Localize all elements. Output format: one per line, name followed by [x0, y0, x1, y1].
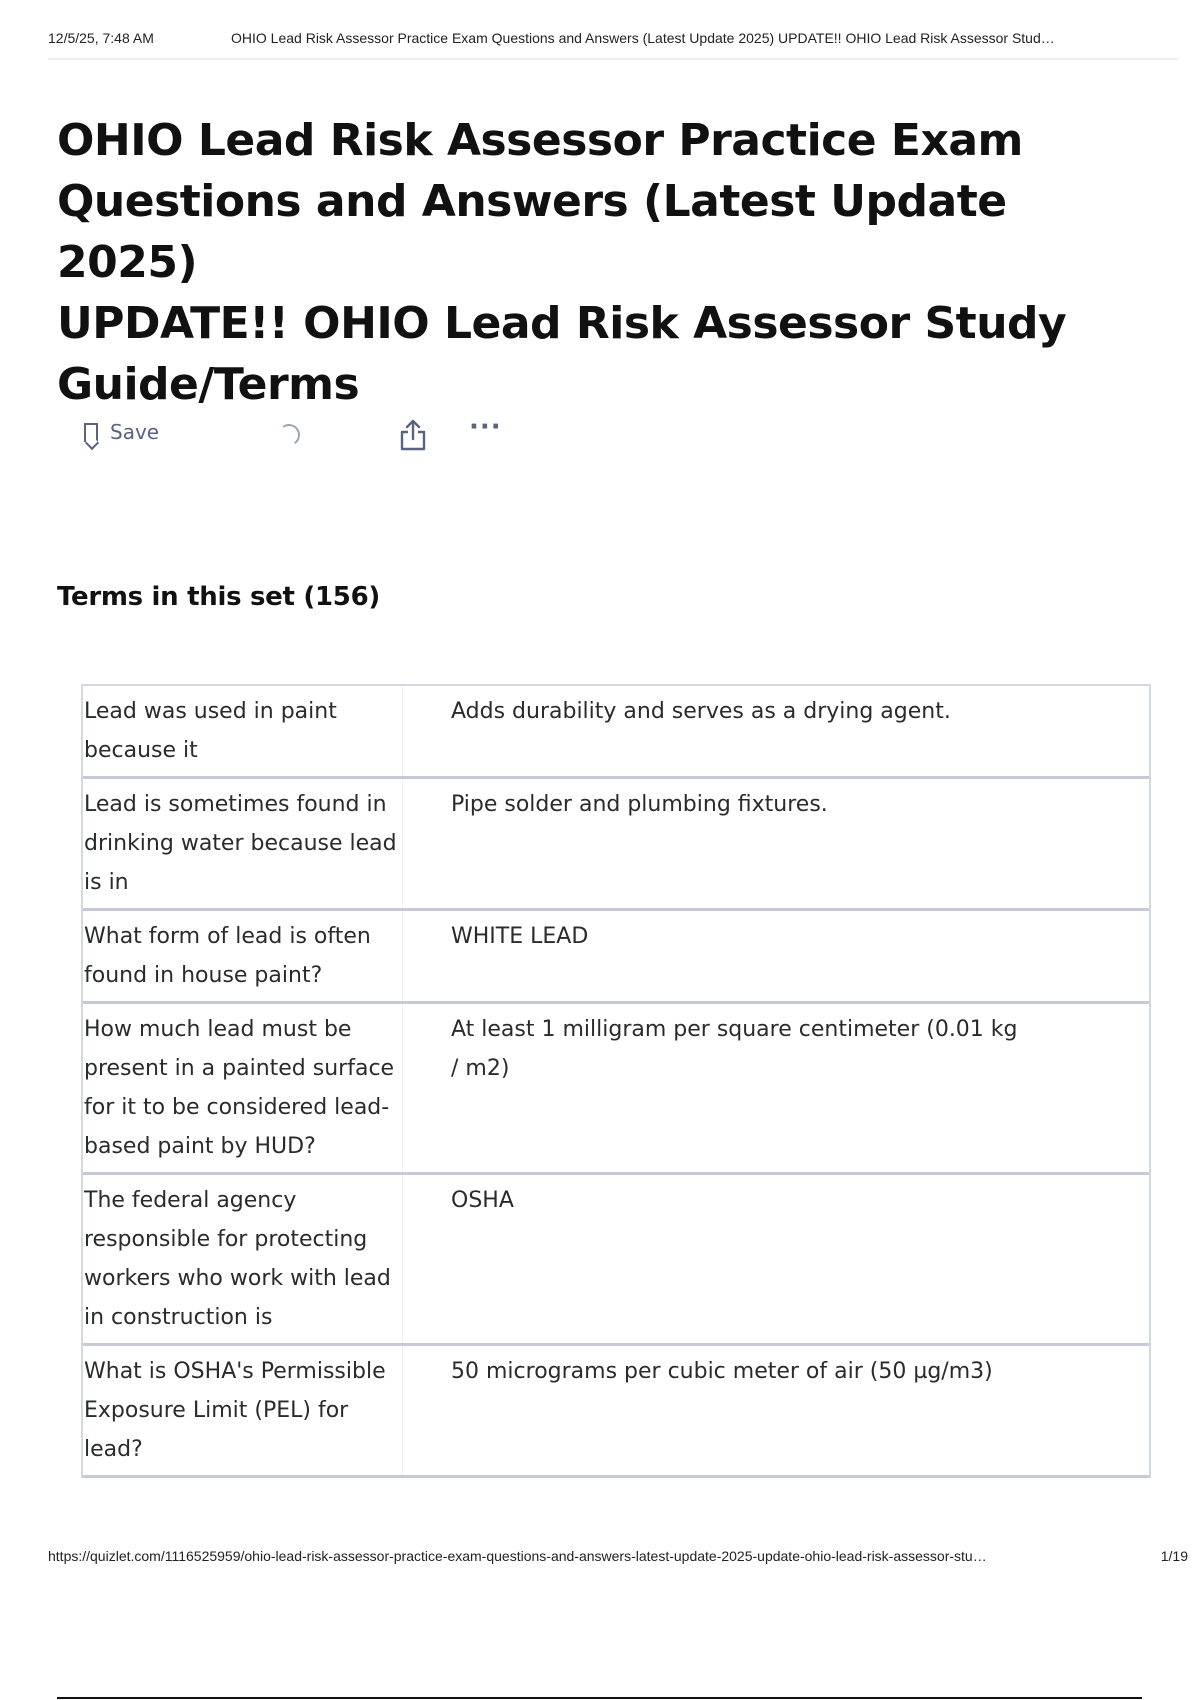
print-header	[48, 30, 1178, 60]
definition-cell: WHITE LEAD	[451, 924, 589, 949]
page-title	[57, 110, 1137, 415]
print-date: 12/5/25, 7:48 AM	[48, 30, 154, 46]
term-row[interactable]	[83, 911, 1149, 1004]
footer-url: https://quizlet.com/1116525959/ohio-lead-risk-assessor-practice-exam-questions-and-answers-latest-update-2025-update-ohio-lead-risk-assessor-stu…	[48, 1548, 987, 1564]
term-cell: Lead is sometimes found in drinking water because lead is in	[83, 779, 403, 908]
page-title-line: OHIO Lead Risk Assessor Practice Exam	[57, 115, 1023, 166]
footer-page-number: 1/19	[1160, 1548, 1188, 1564]
print-footer	[48, 1548, 1188, 1570]
share-icon	[398, 418, 428, 452]
more-icon: ···	[469, 412, 502, 442]
page-title-line: Guide/Terms	[57, 359, 360, 410]
spinner-icon	[276, 422, 301, 447]
term-cell: How much lead must be present in a painted surface for it to be considered lead-based paint by HUD?	[83, 1004, 403, 1172]
definition-cell: OSHA	[451, 1188, 514, 1213]
term-row[interactable]	[83, 686, 1149, 779]
term-cell: What is OSHA's Permissible Exposure Limit (PEL) for lead?	[83, 1346, 403, 1475]
term-row[interactable]	[83, 1004, 1149, 1175]
more-button[interactable]	[469, 412, 502, 442]
terms-table	[81, 684, 1151, 1478]
print-title: OHIO Lead Risk Assessor Practice Exam Questions and Answers (Latest Update 2025) UPDATE!! OHIO Lead Risk Assessor Stud…	[231, 30, 1055, 46]
page-divider	[57, 1697, 1142, 1699]
term-row[interactable]	[83, 1346, 1149, 1478]
share-button[interactable]	[398, 418, 428, 452]
term-cell: What form of lead is often found in house paint?	[83, 911, 403, 1001]
save-label: Save	[110, 420, 160, 444]
page-title-line: UPDATE!! OHIO Lead Risk Assessor Study	[57, 298, 1067, 349]
term-cell: Lead was used in paint because it	[83, 686, 403, 776]
page-title-line: Questions and Answers (Latest Update 2025)	[57, 176, 1007, 288]
definition-cell: At least 1 milligram per square centimeter (0.01 kg / m2)	[451, 1017, 1018, 1081]
save-button[interactable]	[84, 420, 159, 444]
term-cell: The federal agency responsible for protecting workers who work with lead in construction is	[83, 1175, 403, 1343]
definition-cell: Pipe solder and plumbing fixtures.	[451, 792, 828, 817]
bookmark-icon	[84, 423, 98, 442]
definition-cell: 50 micrograms per cubic meter of air (50 µg/m3)	[451, 1359, 993, 1384]
terms-heading: Terms in this set (156)	[57, 582, 380, 612]
definition-cell: Adds durability and serves as a drying agent.	[451, 699, 951, 724]
term-row[interactable]	[83, 1175, 1149, 1346]
term-row[interactable]	[83, 779, 1149, 911]
